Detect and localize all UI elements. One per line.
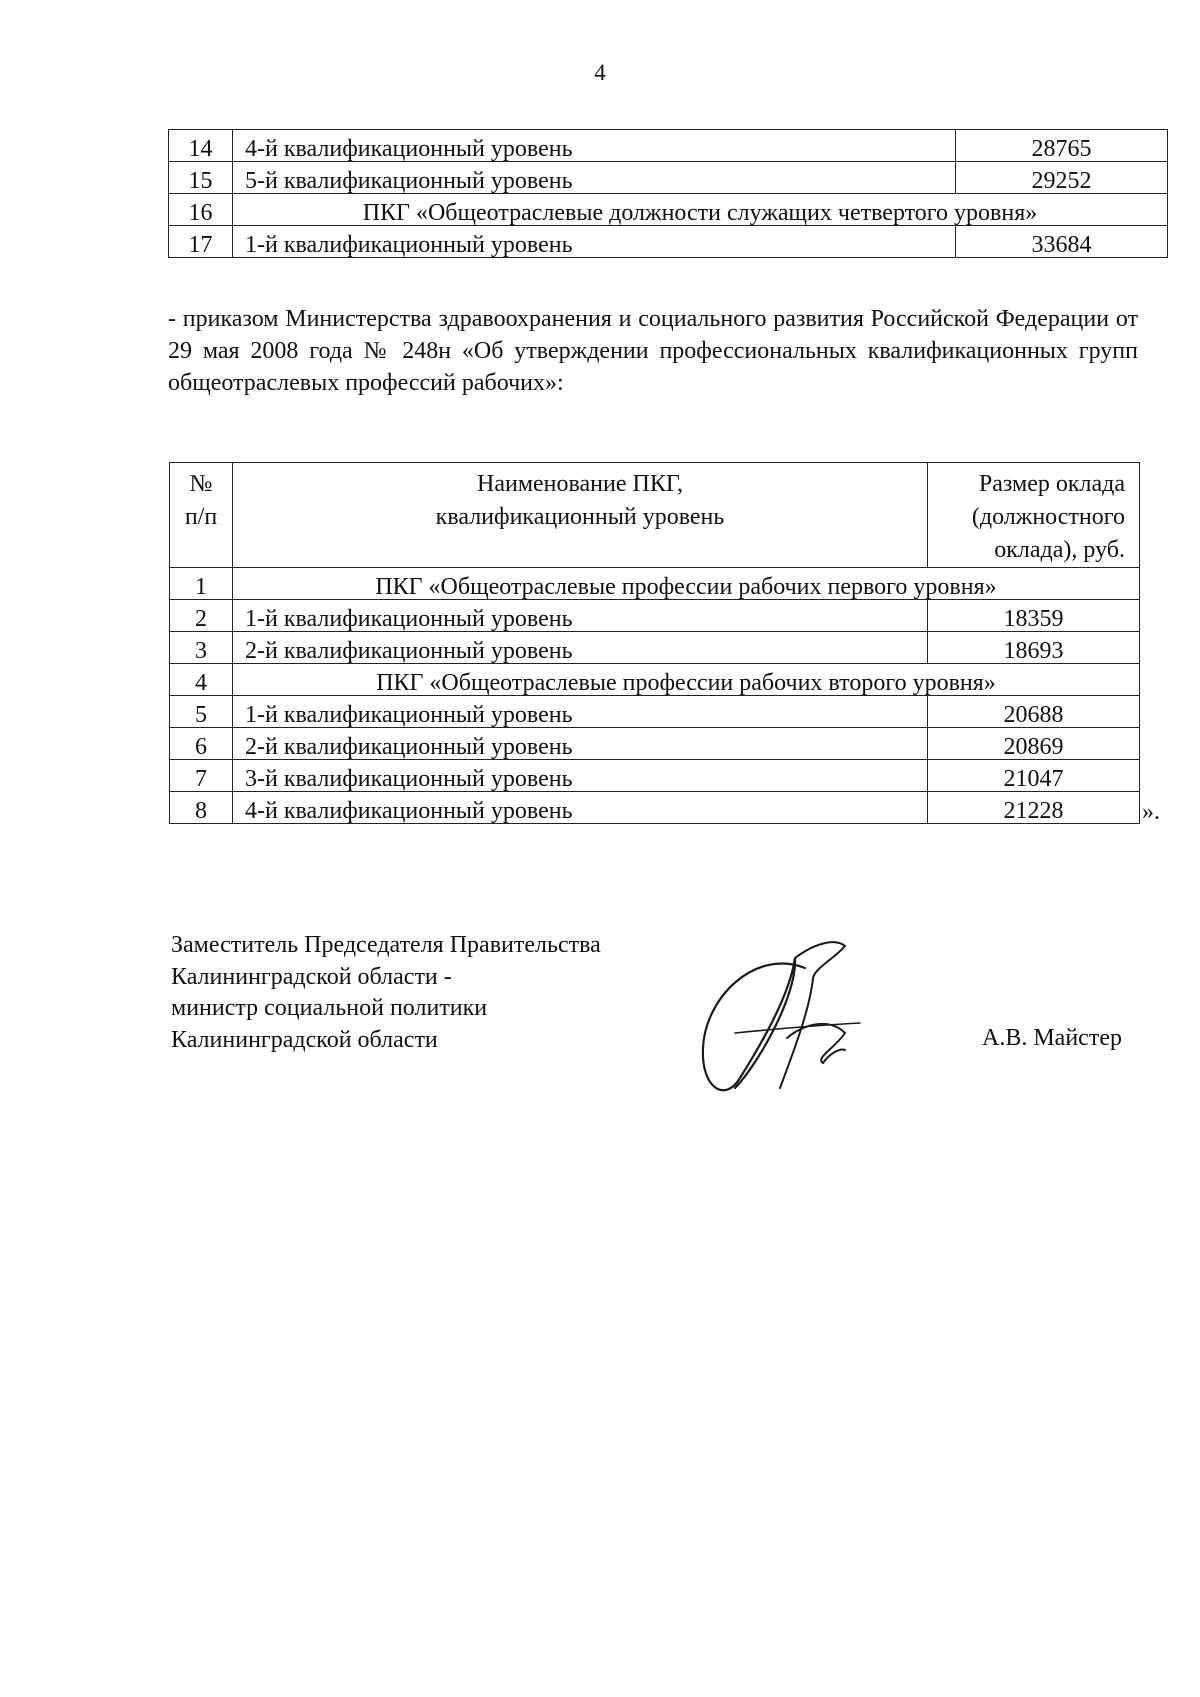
position-line: Калининградской области -	[171, 963, 452, 990]
qualification-level: 4-й квалификационный уровень	[233, 130, 956, 162]
group-title: ПКГ «Общеотраслевые должности служащих четвертого уровня»	[233, 194, 1168, 226]
row-number: 5	[170, 696, 233, 728]
qualification-level: 3-й квалификационный уровень	[233, 760, 928, 792]
salary-value: 21228	[928, 792, 1140, 824]
group-title: ПКГ «Общеотраслевые профессии рабочих первого уровня»	[233, 568, 1140, 600]
salary-value: 21047	[928, 760, 1140, 792]
header-name: Наименование ПКГ, квалификационный уровень	[233, 463, 928, 568]
qualification-level: 1-й квалификационный уровень	[233, 600, 928, 632]
table-row	[170, 792, 1140, 824]
salary-value: 28765	[956, 130, 1168, 162]
salary-value: 20869	[928, 728, 1140, 760]
salary-value: 18693	[928, 632, 1140, 664]
row-number: 7	[170, 760, 233, 792]
row-number: 3	[170, 632, 233, 664]
table-row	[170, 728, 1140, 760]
salary-value: 18359	[928, 600, 1140, 632]
row-number: 15	[169, 162, 233, 194]
header-salary: Размер оклада (должностного оклада), руб.	[928, 463, 1140, 568]
header-number: № п/п	[170, 463, 233, 568]
qualification-level: 1-й квалификационный уровень	[233, 226, 956, 258]
worker-professions-salary-table	[169, 462, 1140, 824]
table-row	[170, 600, 1140, 632]
row-number: 14	[169, 130, 233, 162]
position-line: Заместитель Председателя Правительства	[171, 932, 601, 958]
salary-table-continued	[168, 129, 1168, 258]
row-number: 17	[169, 226, 233, 258]
salary-value: 29252	[956, 162, 1168, 194]
salary-value: 20688	[928, 696, 1140, 728]
page-number: 4	[594, 60, 606, 85]
qualification-level: 2-й квалификационный уровень	[233, 728, 928, 760]
table-row	[169, 130, 1168, 162]
group-row	[170, 568, 1140, 600]
handwritten-signature	[695, 938, 875, 1108]
qualification-level: 4-й квалификационный уровень	[233, 792, 928, 824]
qualification-level: 1-й квалификационный уровень	[233, 696, 928, 728]
group-row	[169, 194, 1168, 226]
qualification-level: 2-й квалификационный уровень	[233, 632, 928, 664]
position-line: Калининградской области	[171, 1026, 438, 1053]
position-line: министр социальной политики	[171, 995, 488, 1021]
group-title: ПКГ «Общеотраслевые профессии рабочих второго уровня»	[233, 664, 1140, 696]
row-number: 6	[170, 728, 233, 760]
table-row	[170, 632, 1140, 664]
row-number: 1	[170, 568, 233, 600]
group-row	[170, 664, 1140, 696]
table-row	[169, 162, 1168, 194]
row-number: 16	[169, 194, 233, 226]
row-number: 8	[170, 792, 233, 824]
order-reference-paragraph: - приказом Министерства здравоохранения и социального развития Российской Федерации от 29 мая 2008 года № 248н «Об утверждении профессиональных квалификационных групп общеотраслевых профессий рабочих»:	[168, 306, 1138, 396]
signer-name: А.В. Майстер	[982, 1025, 1122, 1051]
signatory-position	[171, 930, 601, 1056]
table-row	[170, 760, 1140, 792]
table-header-row	[170, 463, 1140, 568]
salary-value: 33684	[956, 226, 1168, 258]
closing-quote: ».	[1142, 799, 1160, 825]
table-row	[169, 226, 1168, 258]
table-row	[170, 696, 1140, 728]
qualification-level: 5-й квалификационный уровень	[233, 162, 956, 194]
row-number: 2	[170, 600, 233, 632]
row-number: 4	[170, 664, 233, 696]
